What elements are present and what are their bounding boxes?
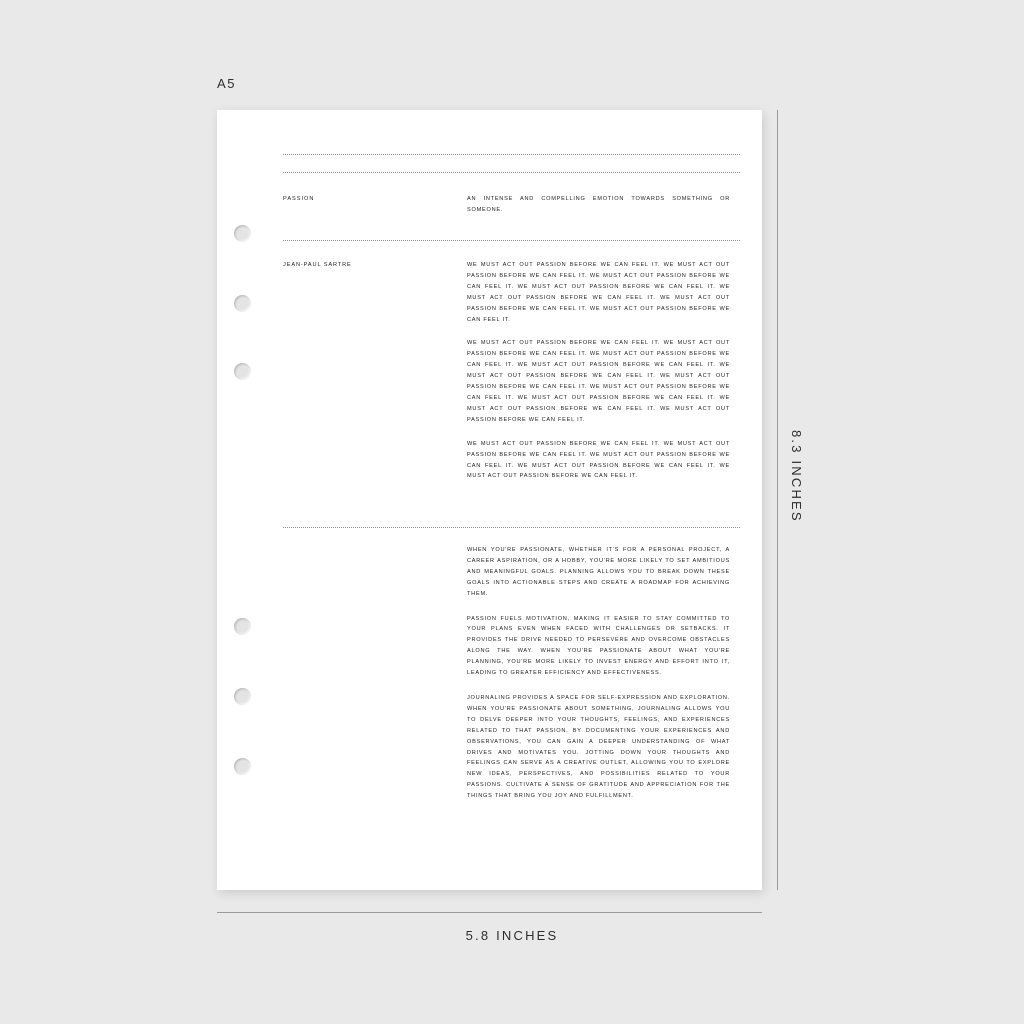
essay-paragraph: JOURNALING PROVIDES A SPACE FOR SELF-EXPRESSION AND EXPLORATION. WHEN YOU'RE PASSIONATE ABOUT SOMETHING, JOURNALING ALLOWS YOU TO DELVE DEEPER INTO YOUR THOUGHTS, FEELINGS, AND EXPERIENCES RELATED TO THAT PASSION. BY DOCUMENTING YOUR EXPERIENCES AND OBSERVATIONS, YOU CAN GAIN A DEEPER UNDERSTANDING OF WHAT DRIVES AND MOTIVATES YOU. JOTTING DOWN YOUR THOUGHTS AND FEELINGS CAN SERVE AS A CREATIVE OUTLET, ALLOWING YOU TO EXPLORE NEW IDEAS, PERSPECTIVES, AND POSSIBILITIES RELATED TO YOUR PASSIONS. CULTIVATE A SENSE OF GRATITUDE AND APPRECIATION FOR THE THINGS THAT BRING YOU JOY AND FULFILLMENT. [467, 694, 730, 800]
width-measure-line [217, 912, 762, 913]
quote-author: JEAN-PAUL SARTRE [283, 262, 352, 268]
divider-dotted [283, 172, 740, 173]
height-label: 8.3 INCHES [789, 430, 804, 523]
punch-hole [234, 618, 251, 635]
quote-paragraph: WE MUST ACT OUT PASSION BEFORE WE CAN FEEL IT. WE MUST ACT OUT PASSION BEFORE WE CAN FEEL IT. WE MUST ACT OUT PASSION BEFORE WE CAN FEEL IT. WE MUST ACT OUT PASSION BEFORE WE CAN FEEL IT. WE MUST ACT OUT PASSION BEFORE WE CAN FEEL IT. WE MUST ACT OUT PASSION BEFORE WE CAN FEEL IT. WE MUST ACT OUT PASSION BEFORE WE CAN FEEL IT. WE MUST ACT OUT PASSION BEFORE WE CAN FEEL IT. WE MUST ACT OUT PASSION BEFORE WE CAN FEEL IT. WE MUST ACT OUT PASSION BEFORE WE CAN FEEL IT. [467, 340, 730, 423]
term-heading: PASSION [283, 196, 315, 202]
essay-body [467, 545, 730, 816]
format-label: A5 [217, 76, 237, 91]
divider-dotted [283, 154, 740, 155]
essay-paragraph: PASSION FUELS MOTIVATION, MAKING IT EASIER TO STAY COMMITTED TO YOUR PLANS EVEN WHEN FACED WITH CHALLENGES OR SETBACKS. IT PROVIDES THE DRIVE NEEDED TO PERSEVERE AND OVERCOME OBSTACLES ALONG THE WAY. WHEN YOU'RE PASSIONATE ABOUT WHAT YOU'RE PLANNING, YOU'RE MORE LIKELY TO INVEST ENERGY AND EFFORT INTO IT, LEADING TO GREATER EFFICIENCY AND EFFECTIVENESS. [467, 615, 730, 677]
quote-paragraph: WE MUST ACT OUT PASSION BEFORE WE CAN FEEL IT. WE MUST ACT OUT PASSION BEFORE WE CAN FEEL IT. WE MUST ACT OUT PASSION BEFORE WE CAN FEEL IT. WE MUST ACT OUT PASSION BEFORE WE CAN FEEL IT. WE MUST ACT OUT PASSION BEFORE WE CAN FEEL IT. [467, 440, 730, 480]
punch-hole [234, 225, 251, 242]
page-content [217, 110, 762, 890]
punch-hole [234, 295, 251, 312]
term-definition: AN INTENSE AND COMPELLING EMOTION TOWARDS SOMETHING OR SOMEONE. [467, 196, 730, 213]
quote-paragraph: WE MUST ACT OUT PASSION BEFORE WE CAN FEEL IT. WE MUST ACT OUT PASSION BEFORE WE CAN FEEL IT. WE MUST ACT OUT PASSION BEFORE WE CAN FEEL IT. WE MUST ACT OUT PASSION BEFORE WE CAN FEEL IT. WE MUST ACT OUT PASSION BEFORE WE CAN FEEL IT. WE MUST ACT OUT PASSION BEFORE WE CAN FEEL IT. WE MUST ACT OUT PASSION BEFORE WE CAN FEEL IT. [467, 262, 730, 323]
quote-body [467, 260, 730, 495]
divider-dotted [283, 240, 740, 241]
essay-paragraph: WHEN YOU'RE PASSIONATE, WHETHER IT'S FOR A PERSONAL PROJECT, A CAREER ASPIRATION, OR A HOBBY, YOU'RE MORE LIKELY TO SET AMBITIOUS AND MEANINGFUL GOALS. PLANNING ALLOWS YOU TO BREAK DOWN THESE GOALS INTO ACTIONABLE STEPS AND CREATE A ROADMAP FOR ACHIEVING THEM. [467, 547, 730, 597]
width-label: 5.8 INCHES [465, 928, 559, 943]
punch-hole [234, 758, 251, 775]
a5-page-preview [217, 110, 762, 890]
height-measure-line [777, 110, 778, 890]
punch-hole [234, 363, 251, 380]
punch-hole [234, 688, 251, 705]
divider-dotted [283, 527, 740, 528]
